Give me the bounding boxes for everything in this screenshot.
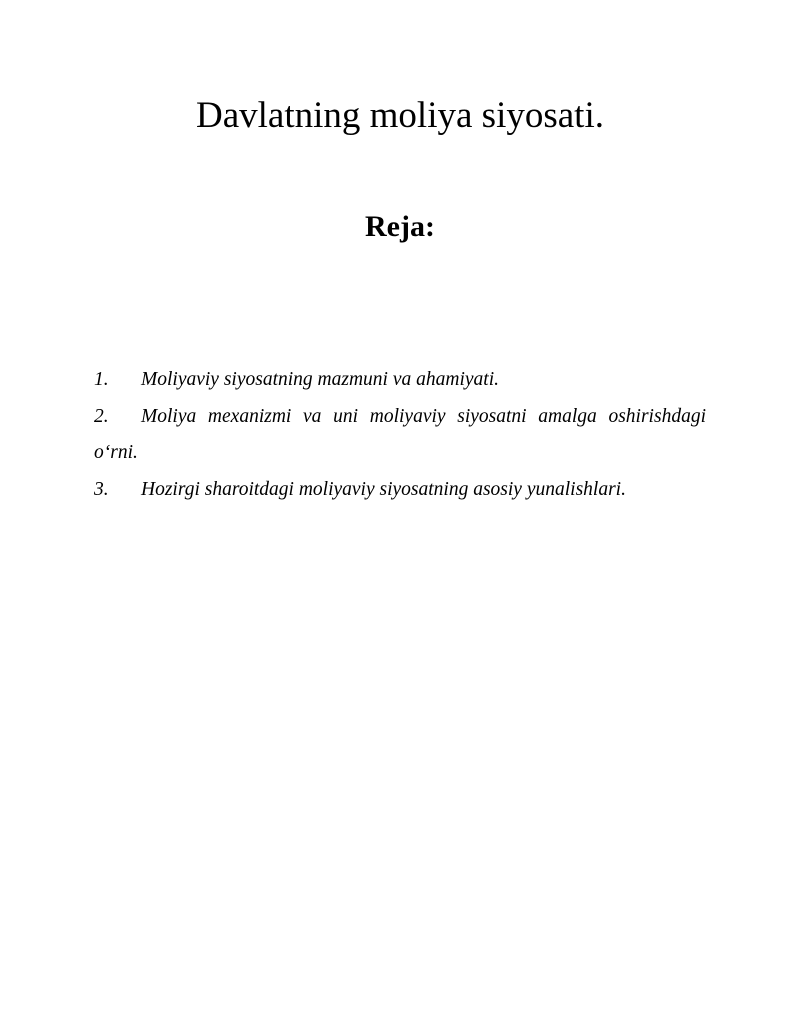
plan-item-1 xyxy=(94,362,706,399)
plan-item-number: 2. xyxy=(94,405,109,427)
plan-item-text: Hozirgi sharoitdagi moliyaviy siyosatning asosiy yunalishlari. xyxy=(141,478,626,500)
plan-item-3 xyxy=(94,472,706,509)
plan-item-text: Moliyaviy siyosatning mazmuni va ahamiyati. xyxy=(141,369,499,390)
document-title: Davlatning moliya siyosati. xyxy=(196,95,604,136)
plan-list xyxy=(94,362,706,508)
plan-item-number: 3. xyxy=(94,478,109,500)
plan-heading: Reja: xyxy=(365,210,435,243)
plan-item-number: 1. xyxy=(94,369,109,390)
plan-item-2 xyxy=(94,399,706,472)
plan-item-text: Moliya mexanizmi va uni moliyaviy siyosatni amalga oshirishdagi o‘rni. xyxy=(94,405,706,463)
